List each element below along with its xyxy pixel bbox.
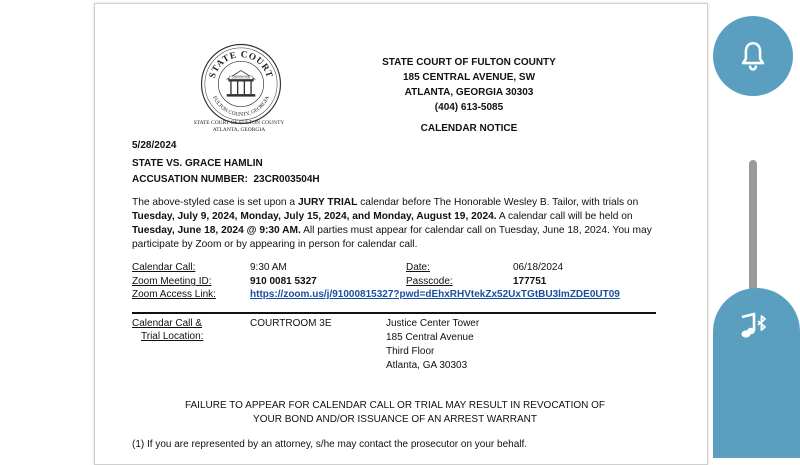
seal-caption-line1: STATE COURT OF FULTON COUNTY (193, 120, 285, 126)
address-line-4: Atlanta, GA 30303 (386, 360, 468, 371)
case-name: STATE VS. GRACE HAMLIN (132, 158, 263, 169)
document-page (94, 3, 708, 465)
location-label-line2: Trial Location: (141, 331, 204, 342)
warning-line1: FAILURE TO APPEAR FOR CALENDAR CALL OR TRIAL MAY RESULT IN REVOCATION OF (184, 400, 606, 411)
address-line-1: Justice Center Tower (386, 318, 480, 329)
calendar-call-time: 9:30 AM (250, 262, 287, 273)
accusation-label: ACCUSATION NUMBER: (132, 174, 248, 185)
court-seal-icon (199, 42, 283, 126)
footnote: (1) If you are represented by an attorney, s/he may contact the prosecutor on your behalf. (132, 439, 528, 450)
zoom-link[interactable]: https://zoom.us/j/91000815327?pwd=dEhxRHVtekZx52UxTGtBU3lmZDE0UT09 (250, 289, 620, 300)
court-phone: (404) 613-5085 (434, 102, 504, 113)
zoom-id-label: Zoom Meeting ID: (132, 276, 212, 287)
date-label: Date: (406, 262, 430, 273)
notice-date: 5/28/2024 (132, 140, 177, 151)
para-trial-dates: Tuesday, July 9, 2024, Monday, July 15, 2024, and Monday, August 19, 2024. (132, 211, 497, 222)
calendar-call-label: Calendar Call: (132, 262, 196, 273)
music-bluetooth-icon[interactable] (738, 311, 770, 343)
accusation-line (132, 174, 320, 185)
date-value: 06/18/2024 (513, 262, 564, 273)
para-part-5: A calendar call will be held on (496, 211, 633, 222)
warning-line2: YOUR BOND AND/OR ISSUANCE OF AN ARREST WARRANT (253, 414, 537, 425)
passcode-value: 177751 (513, 276, 547, 287)
address-line-3: Third Floor (386, 346, 435, 357)
svg-text:STATE COURT (207, 49, 275, 79)
passcode-label: Passcode: (406, 276, 453, 287)
court-header (324, 55, 614, 115)
court-name: STATE COURT OF FULTON COUNTY (382, 57, 556, 68)
accusation-number: 23CR003504H (253, 174, 320, 185)
location-label-line1: Calendar Call & (132, 318, 203, 329)
notice-title: CALENDAR NOTICE (420, 123, 518, 134)
zoom-link-label: Zoom Access Link: (132, 289, 216, 300)
seal-banner: CONSTITUTION (231, 76, 251, 80)
para-part-3: calendar before The Honorable Wesley B. Tailor, with trials on (357, 197, 639, 208)
para-trial-type: JURY TRIAL (297, 197, 358, 208)
courtroom: COURTROOM 3E (250, 318, 332, 329)
case-paragraph (132, 196, 667, 252)
zoom-id-value: 910 0081 5327 (250, 276, 317, 287)
court-street: 185 CENTRAL AVENUE, SW (402, 72, 536, 83)
failure-warning (155, 399, 635, 427)
para-call-date: Tuesday, June 18, 2024 @ 9:30 AM. (132, 225, 301, 236)
seal-ring-bottom: FULTON COUNTY, GEORGIA (211, 95, 271, 118)
para-part-1: The above-styled case is set upon a (132, 197, 298, 208)
seal-caption-line2: ATLANTA, GEORGIA (212, 127, 266, 133)
para-part-7: All parties must appear for calendar call on Tuesday, June 18, 2024. You may participate by Zoom or by appearing in person for calendar call. (132, 225, 652, 250)
volume-slider[interactable] (749, 160, 757, 300)
address-line-2: 185 Central Avenue (386, 332, 474, 343)
seal-caption (159, 120, 319, 134)
bell-icon (736, 39, 770, 73)
section-divider (132, 312, 656, 314)
notification-button[interactable] (713, 16, 793, 96)
court-city: ATLANTA, GEORGIA 30303 (404, 87, 534, 98)
seal-ring-top: STATE COURT (206, 48, 276, 80)
